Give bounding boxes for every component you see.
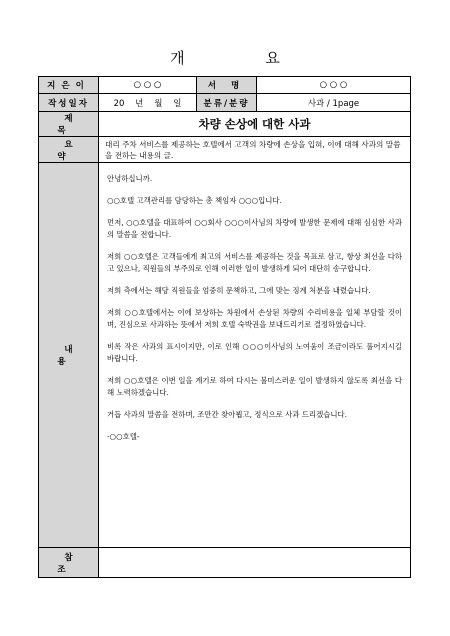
content-paragraph: 저희 ○○호텔은 이번 일을 계기로 하여 다시는 불미스러운 일이 발생하지 않도록 최선을 다해 노력하겠습니다. xyxy=(107,376,402,397)
summary-row xyxy=(39,137,411,163)
content-paragraph: 비록 작은 사과의 표시이지만, 이로 인해 ○○○이사님의 노여움이 조금이라도 풀어지시길 바랍니다. xyxy=(107,342,402,363)
content-body[interactable] xyxy=(99,163,411,548)
summary-value[interactable]: 대리 주차 서비스를 제공하는 호텔에서 고객의 차량에 손상을 입혀, 이에 대해 사과의 말씀을 전하는 내용의 글. xyxy=(99,137,411,163)
content-label: 내 용 xyxy=(39,163,99,548)
content-paragraph: 먼저, ○○호텔을 대표하여 ○○회사 ○○○이사님의 차량에 발생한 문제에 대해 심심한 사과의 말씀을 전합니다. xyxy=(107,218,402,239)
category-label: 분류/분량 xyxy=(197,94,257,112)
content-paragraph: 저희 ○○호텔에서는 이에 보상하는 차원에서 손상된 차량의 수리비용을 일체 부담할 것이며, 진심으로 사과하는 뜻에서 저희 호텔 숙박권을 보내드리기로 결정하였습니다. xyxy=(107,308,402,329)
category-value[interactable]: 사과 / 1page xyxy=(257,94,411,112)
author-label: 지은이 xyxy=(39,77,99,94)
reference-value[interactable] xyxy=(99,548,411,578)
date-label: 작성일자 xyxy=(39,94,99,112)
content-paragraph: 안녕하십니까. xyxy=(107,174,153,183)
date-value[interactable]: 20 년 월 일 xyxy=(99,94,197,112)
author-row xyxy=(39,77,411,94)
reference-row xyxy=(39,548,411,578)
subject-value[interactable]: 차량 손상에 대한 사과 xyxy=(99,112,411,137)
content-paragraph: 거듭 사과의 말씀을 전하며, 조만간 찾아뵙고, 정식으로 사과 드리겠습니다. xyxy=(107,410,348,419)
date-row xyxy=(39,94,411,112)
overview-table xyxy=(38,76,411,578)
document-title: 개 요 xyxy=(170,49,318,67)
subject-row xyxy=(39,112,411,137)
content-signoff: -○○호텔- xyxy=(107,432,140,441)
subject-label: 제 목 xyxy=(39,112,99,137)
signature-value[interactable]: ○ ○ ○ xyxy=(257,77,411,94)
content-row xyxy=(39,163,411,548)
summary-label: 요 약 xyxy=(39,137,99,163)
content-paragraph: 저희 측에서는 해당 직원들을 엄중히 문책하고, 그에 맞는 징계 처분을 내렸습니다. xyxy=(107,286,371,295)
author-value[interactable]: ○ ○ ○ xyxy=(99,77,197,94)
content-paragraph: ○○호텔 고객관리를 담당하는 총 책임자 ○○○입니다. xyxy=(107,196,282,205)
reference-label: 참 조 xyxy=(39,548,99,578)
signature-label: 서 명 xyxy=(197,77,257,94)
content-paragraph: 저희 ○○호텔은 고객들에게 최고의 서비스를 제공하는 것을 목표로 삼고, 항상 최선을 다하고 있으나, 직원들의 부주의로 인해 이러한 일이 발생하게 되어 대단히 송구합니다. xyxy=(107,252,402,273)
